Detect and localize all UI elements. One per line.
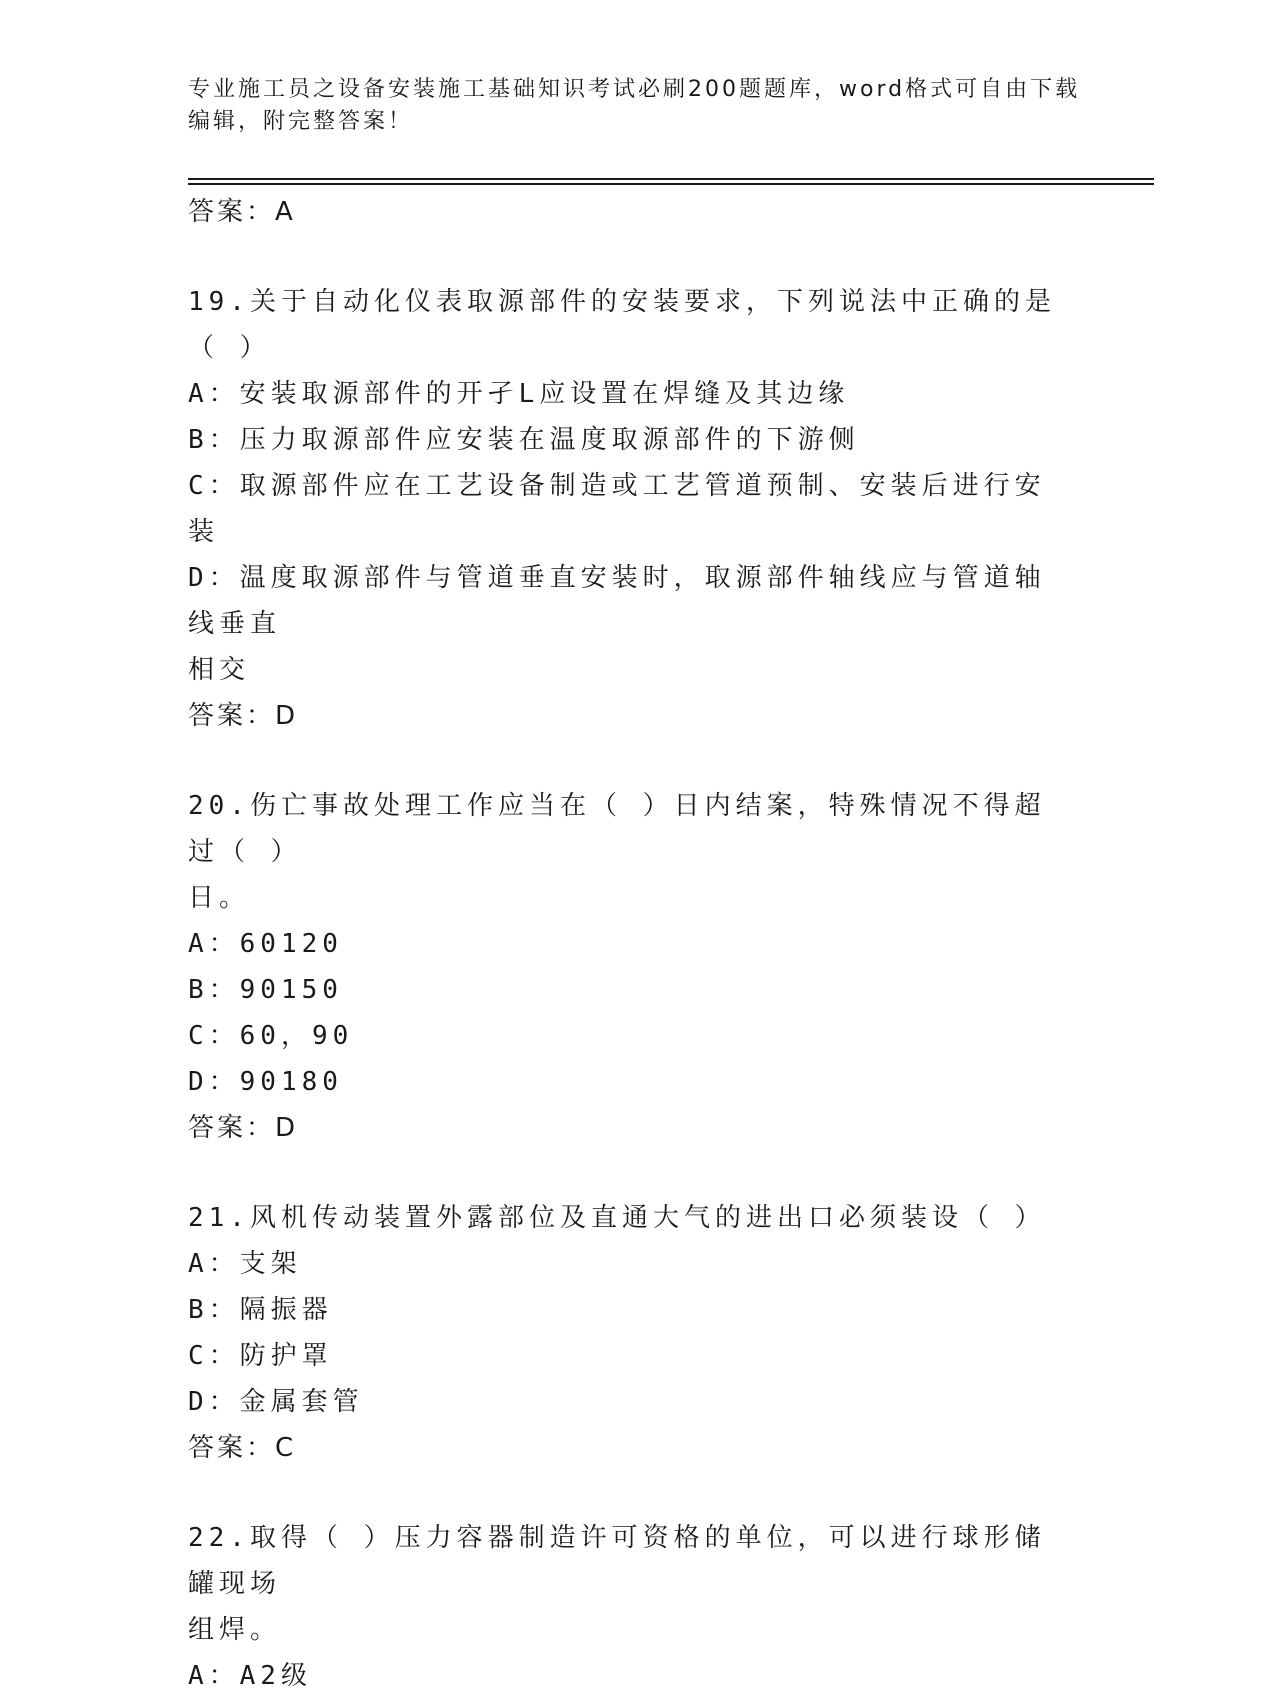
spacer (188, 1471, 1068, 1515)
question-stem-continued: 组焊。 (188, 1615, 282, 1645)
question-stem: 22.取得（ ）压力容器制造许可资格的单位，可以进行球形储罐现场 (188, 1523, 1046, 1599)
header-line-1: 专业施工员之设备安装施工基础知识考试必刷200题题库，word格式可自由下载 (188, 77, 1081, 102)
option-c: C：取源部件应在工艺设备制造或工艺管道预制、安装后进行安装 (188, 471, 1046, 547)
question-list (188, 189, 1068, 1699)
option-a: A：支架 (188, 1249, 302, 1279)
question-stem: 21.风机传动装置外露部位及直通大气的进出口必须装设（ ） (188, 1203, 1046, 1233)
header-line-2: 编辑，附完整答案！ (188, 109, 414, 134)
option-a: A：60120 (188, 929, 343, 959)
option-d: D：90180 (188, 1067, 343, 1097)
option-d: D：温度取源部件与管道垂直安装时，取源部件轴线应与管道轴线垂直 (188, 563, 1046, 639)
header-divider-bottom (188, 183, 1154, 185)
answer-line: 答案：D (188, 701, 299, 731)
option-a: A：安装取源部件的开孑L应设置在焊缝及其边缘 (188, 379, 850, 409)
spacer (188, 1151, 1068, 1195)
question-stem: 19.关于自动化仪表取源部件的安装要求，下列说法中正确的是（ ） (188, 287, 1056, 363)
option-b: B：压力取源部件应安装在温度取源部件的下游侧 (188, 425, 860, 455)
option-a: A：A2级 (188, 1661, 312, 1691)
question-block (188, 279, 1068, 739)
spacer (188, 739, 1068, 783)
answer-line: 答案：D (188, 1113, 299, 1143)
option-b: B：90150 (188, 975, 343, 1005)
question-stem: 20.伤亡事故处理工作应当在（ ）日内结案，特殊情况不得超过（ ） (188, 791, 1046, 867)
answer-line: 答案：C (188, 1433, 297, 1463)
question-stem-continued: 日。 (188, 883, 251, 913)
answer-line: 答案：A (188, 197, 296, 227)
option-b: B：隔振器 (188, 1295, 333, 1325)
option-d-continued: 相交 (188, 655, 251, 685)
header-divider-top (188, 178, 1154, 180)
option-c: C：防护罩 (188, 1341, 333, 1371)
question-block (188, 783, 1068, 1151)
spacer (188, 235, 1068, 279)
option-c: C：60，90 (188, 1021, 354, 1051)
question-block (188, 1515, 1068, 1699)
question-block (188, 1195, 1068, 1471)
document-header (188, 74, 1088, 138)
option-d: D：金属套管 (188, 1387, 364, 1417)
